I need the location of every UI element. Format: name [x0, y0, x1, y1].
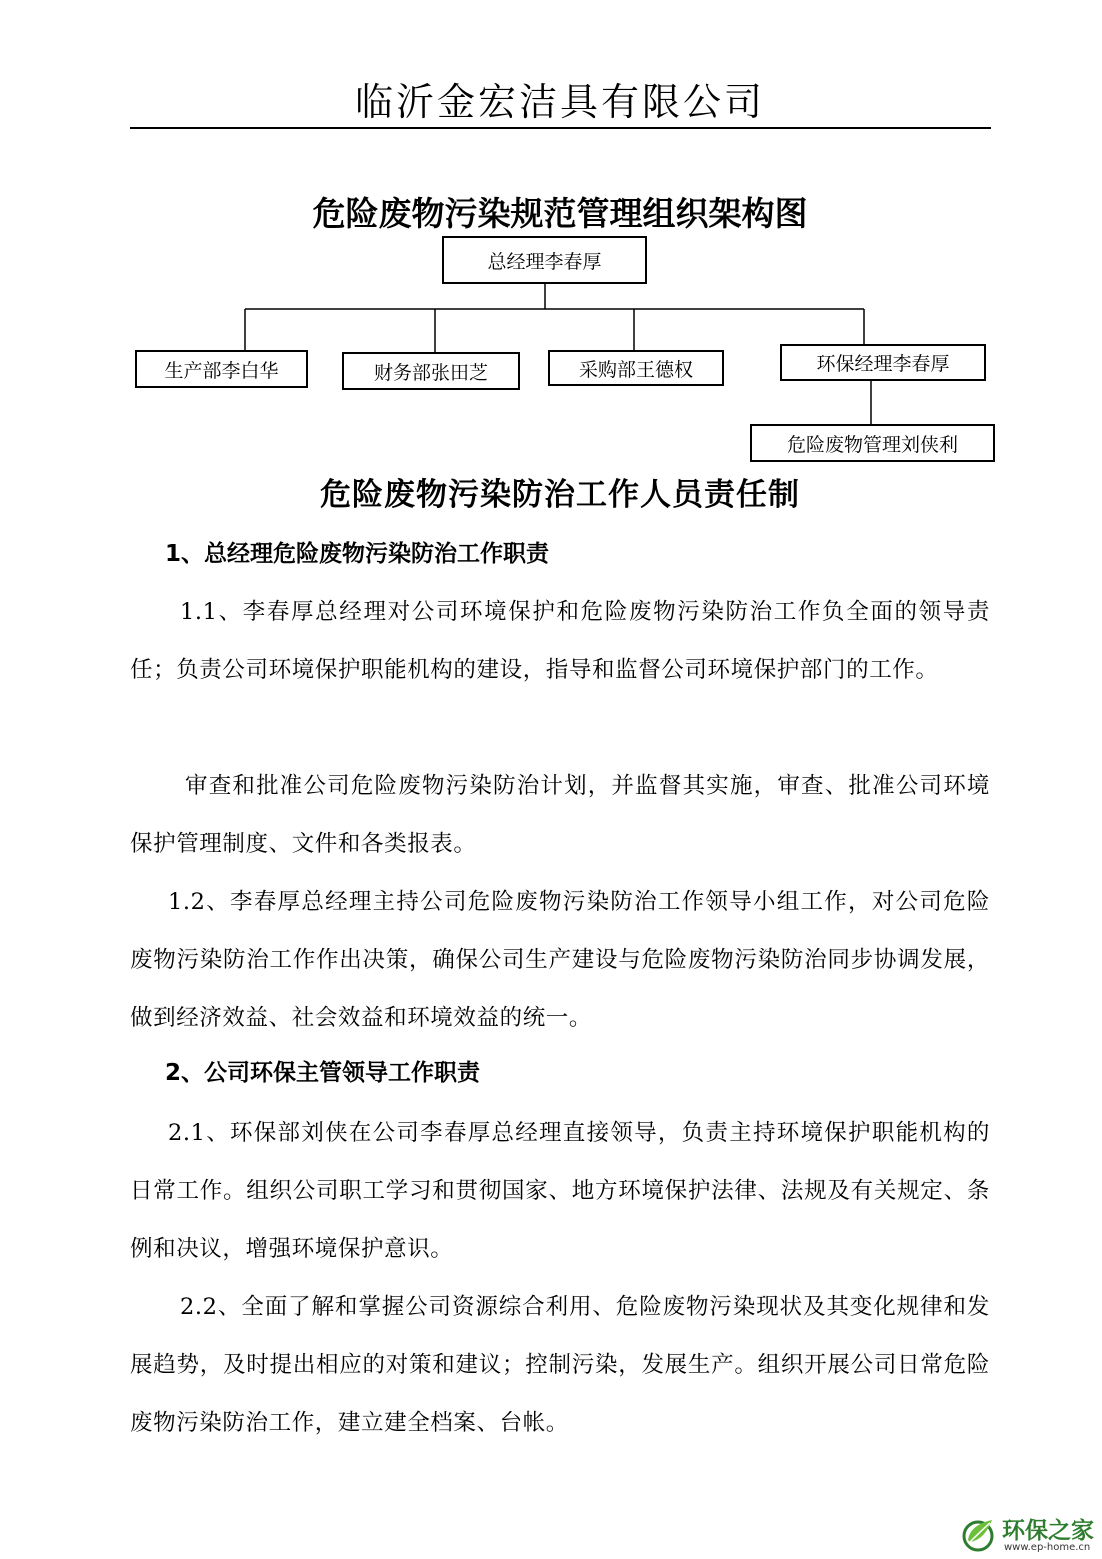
paragraph-2-1: 2.1、环保部刘侠在公司李春厚总经理直接领导，负责主持环境保护职能机构的日常工作。组织公司职工学习和贯彻国家、地方环境保护法律、法规及有关规定、条例和决议，增强环境保护意识。	[130, 1120, 990, 1262]
watermark-logo	[958, 1512, 1098, 1556]
org-chart-title: 危险废物污染规范管理组织架构图	[312, 194, 808, 233]
paragraph-1-1: 1.1、李春厚总经理对公司环境保护和危险废物污染防治工作负全面的领导责任；负责公司环境保护职能机构的建设，指导和监督公司环境保护部门的工作。	[130, 599, 990, 683]
org-box-production: 生产部李白华	[135, 350, 308, 388]
org-box-purchasing: 采购部王德权	[548, 350, 724, 386]
org-box-hazwaste: 危险废物管理刘侠利	[750, 424, 995, 462]
heading-1: 1、总经理危险废物污染防治工作职责	[165, 541, 550, 567]
section-title: 危险废物污染防治工作人员责任制	[320, 477, 800, 513]
watermark-url: www.ep-home.cn	[1004, 1542, 1091, 1553]
paragraph-2-2: 2.2、全面了解和掌握公司资源综合利用、危险废物污染现状及其变化规律和发展趋势，及时提出相应的对策和建议；控制污染，发展生产。组织开展公司日常危险废物污染防治工作，建立建全档案、台帐。	[130, 1294, 990, 1436]
paragraph-1-2: 1.2、李春厚总经理主持公司危险废物污染防治工作领导小组工作，对公司危险废物污染防治工作作出决策，确保公司生产建设与危险废物污染防治同步协调发展，做到经济效益、社会效益和环境效益的统一。	[130, 889, 990, 1031]
leaf-logo-icon	[958, 1514, 998, 1554]
org-box-finance: 财务部张田芝	[342, 352, 520, 390]
org-box-env-manager: 环保经理李春厚	[780, 344, 986, 381]
org-box-root: 总经理李春厚	[442, 236, 647, 284]
heading-2: 2、公司环保主管领导工作职责	[165, 1060, 481, 1086]
paragraph-1-1b: 审查和批准公司危险废物污染防治计划，并监督其实施，审查、批准公司环境保护管理制度、文件和各类报表。	[130, 773, 990, 857]
company-header: 临沂金宏洁具有限公司	[354, 80, 765, 124]
watermark-name: 环保之家	[1002, 1518, 1094, 1544]
